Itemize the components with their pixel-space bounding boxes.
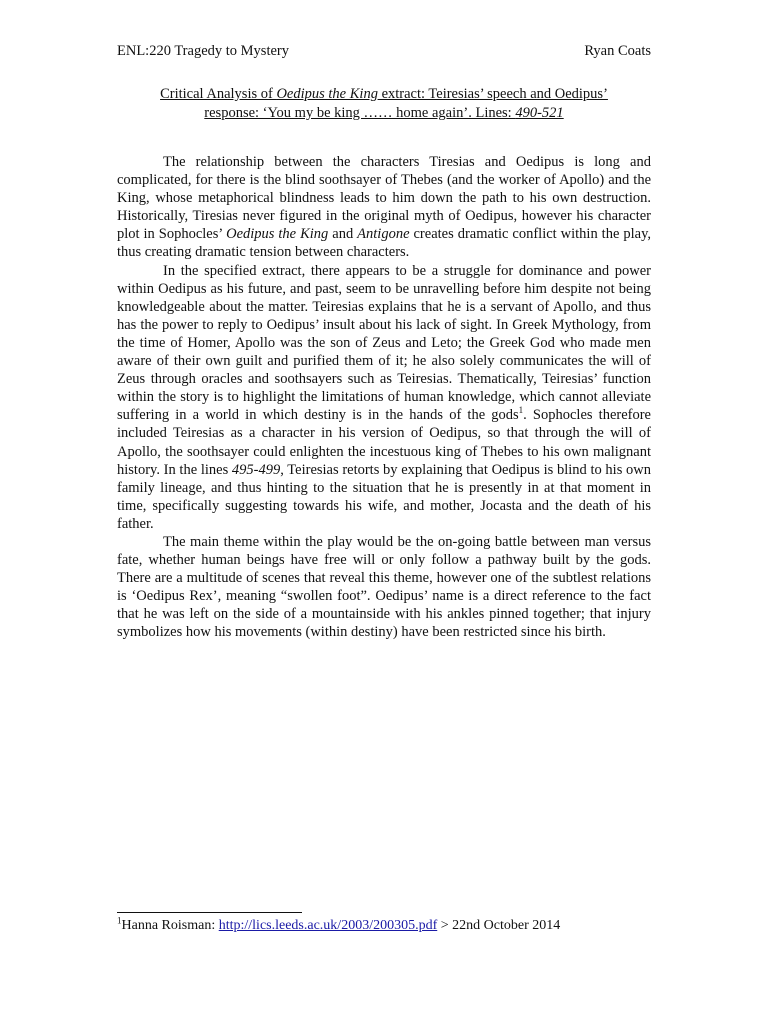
title-line-1 (117, 85, 651, 104)
author-name: Ryan Coats (584, 43, 651, 59)
footnote-text: Hanna Roisman: (121, 918, 219, 933)
line-reference: 495-499 (231, 461, 281, 478)
work-title-antigone: Antigone (357, 226, 410, 243)
paragraph-2 (117, 262, 651, 533)
title-work: Oedipus the King (276, 86, 378, 102)
paragraph-1 (117, 153, 651, 262)
title-prefix: Critical Analysis of (160, 86, 277, 102)
title-mid: extract: Teiresias’ speech and Oedipus’ (377, 86, 608, 102)
paragraph-3: The main theme within the play would be the on-going battle between man versus fate, whether human beings have free will or only follow a pathway built by the gods. There are a multitude of scenes that reveal this theme, however one of the subtlest relations is ‘Oedipus Rex’, meaning “swollen foot”. Oedipus’ name is a direct reference to the fact that he was left on the side of a mountainside with his ankles pinned together; that injury symbolizes how his movements (within destiny) have been restricted since his birth. (117, 533, 651, 641)
paragraph-2-mid: . Sophocles therefore included Teiresias as a character in his version of Oedipus, so that through the will of Apollo, the soothsayer could enlighten the incestuous king of Thebes to his own malignant history. In the lines (117, 407, 651, 478)
paragraph-2-end: , Teiresias retorts by explaining that Oedipus is blind to his own family lineage, and thus hinting to the situation that he is presently in at that moment in time, specifically suggesting towards his wife, and mother, Jocasta and the death of his father. (117, 461, 651, 532)
title-line2-text: response: ‘You my be king …… home again’. Lines: (204, 105, 516, 121)
title-line-2 (117, 104, 651, 123)
essay-body (117, 153, 651, 642)
essay-title (117, 85, 651, 123)
page-header (117, 43, 651, 60)
paragraph-1-text: The relationship between the characters Tiresias and Oedipus is long and complicated, for there is the blind soothsayer of Thebes (and the worker of Apollo) and the King, whose metaphorical blindness leads to him down the path to his own destruction. Historically, Tiresias never figured in the original myth of Oedipus, however his character plot in Sophocles’ (117, 154, 651, 243)
paragraph-1-conj: and (328, 226, 358, 243)
footnote-divider (117, 912, 302, 913)
work-title-oedipus: Oedipus the King (226, 226, 329, 243)
footnote-ref[interactable]: 1 (518, 405, 524, 416)
paragraph-1-end: creates dramatic conflict within the play, thus creating dramatic tension between characters. (117, 226, 652, 261)
footnote-link[interactable]: http://lics.leeds.ac.uk/2003/200305.pdf (218, 918, 438, 933)
footnote-marker: 1 (117, 915, 122, 926)
title-lines: 490-521 (515, 105, 564, 121)
course-title: ENL:220 Tragedy to Mystery (117, 43, 289, 59)
footnote (117, 915, 668, 934)
footnote-suffix: > 22nd October 2014 (437, 918, 561, 933)
paragraph-2-text: In the specified extract, there appears to be a struggle for dominance and power within Oedipus as his future, and past, seem to be unravelling before him despite not being knowledgeable about the matter. Teiresias explains that he is a servant of Apollo, and thus has the power to reply to Oedipus’ insult about his lack of sight. In Greek Mythology, from the time of Homer, Apollo was the son of Zeus and Leto; the Greek God who made men aware of their own guilt and purified them of it; he also solely communicates the will of Zeus through oracles and soothsayers such as Teiresias. Thematically, Teiresias’ function within the story is to highlight the limitations of human knowledge, which cannot alleviate suffering in a world in which destiny is in the hands of the gods (117, 262, 651, 424)
